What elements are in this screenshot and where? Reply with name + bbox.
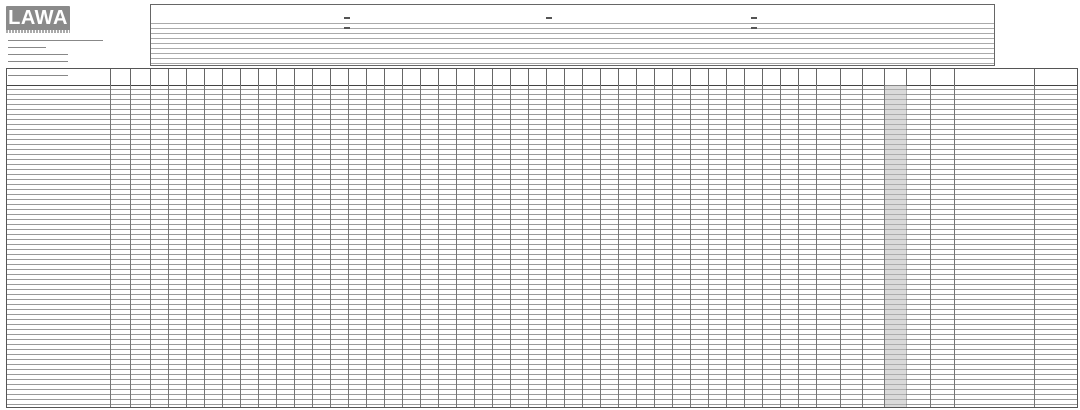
column-cells [841, 85, 863, 407]
top-box-rows [151, 19, 994, 65]
logo-subline [6, 30, 70, 33]
column-header [583, 69, 601, 85]
column-cells [547, 85, 565, 407]
column-header [187, 69, 205, 85]
column-cells [863, 85, 885, 407]
column-header [259, 69, 277, 85]
column-cells [619, 85, 637, 407]
line-item-grid [6, 68, 1078, 408]
column-header [619, 69, 637, 85]
column-cells [955, 85, 1035, 407]
column-header [673, 69, 691, 85]
column-header [817, 69, 841, 85]
column-header [493, 69, 511, 85]
column-header [421, 69, 439, 85]
column-cells [565, 85, 583, 407]
column-header [907, 69, 931, 85]
column-cells [673, 85, 691, 407]
column-cells [187, 85, 205, 407]
column-header [439, 69, 457, 85]
column-cells [205, 85, 223, 407]
column-cells [885, 85, 907, 407]
column-cells [493, 85, 511, 407]
top-summary-box [150, 4, 995, 66]
column-header [241, 69, 259, 85]
column-cells [907, 85, 931, 407]
top-box-row [151, 59, 994, 64]
column-cells [439, 85, 457, 407]
column-header [745, 69, 763, 85]
column-header [313, 69, 331, 85]
column-cells [385, 85, 403, 407]
column-header [691, 69, 709, 85]
top-box-tag [546, 17, 552, 19]
header-line [8, 50, 68, 55]
column-cells [111, 85, 131, 407]
top-box-tag [751, 17, 757, 19]
column-header [205, 69, 223, 85]
column-cells [223, 85, 241, 407]
header-line [8, 57, 68, 62]
column-cells [601, 85, 619, 407]
column-cells [313, 85, 331, 407]
column-header [385, 69, 403, 85]
column-cells [457, 85, 475, 407]
column-cells [817, 85, 841, 407]
column-header [547, 69, 565, 85]
column-header [111, 69, 131, 85]
column-header [223, 69, 241, 85]
column-header [841, 69, 863, 85]
column-header [331, 69, 349, 85]
column-cells [691, 85, 709, 407]
column-cells [583, 85, 601, 407]
column-header [475, 69, 493, 85]
column-header [781, 69, 799, 85]
column-header [601, 69, 619, 85]
column-header [295, 69, 313, 85]
column-header [885, 69, 907, 85]
column-header [763, 69, 781, 85]
column-cells [151, 85, 169, 407]
column-header [349, 69, 367, 85]
column-header [931, 69, 955, 85]
column-header [637, 69, 655, 85]
column-header [7, 69, 111, 85]
column-header [955, 69, 1035, 85]
column-cells [7, 85, 111, 407]
header-line [8, 43, 46, 48]
column-cells [763, 85, 781, 407]
column-cells [727, 85, 745, 407]
column-cells [511, 85, 529, 407]
column-header [403, 69, 421, 85]
column-header [863, 69, 885, 85]
column-cells [169, 85, 187, 407]
column-cells [295, 85, 313, 407]
column-header [529, 69, 547, 85]
column-cells [421, 85, 439, 407]
column-cells [781, 85, 799, 407]
header-line [8, 36, 103, 41]
column-cells [931, 85, 955, 407]
top-box-tag [751, 27, 757, 29]
column-cells [403, 85, 421, 407]
column-header [131, 69, 151, 85]
column-cells [259, 85, 277, 407]
column-cells [367, 85, 385, 407]
column-header [277, 69, 295, 85]
column-header [655, 69, 673, 85]
column-cells [277, 85, 295, 407]
column-cells [349, 85, 367, 407]
column-cells [241, 85, 259, 407]
column-cells [655, 85, 673, 407]
column-cells [637, 85, 655, 407]
logo: LAWA [6, 6, 70, 32]
column-header [565, 69, 583, 85]
column-cells [475, 85, 493, 407]
column-header [799, 69, 817, 85]
column-cells [709, 85, 727, 407]
column-header [727, 69, 745, 85]
top-box-tag [344, 17, 350, 19]
column-header [367, 69, 385, 85]
column-cells [529, 85, 547, 407]
column-header [151, 69, 169, 85]
column-cells [331, 85, 349, 407]
column-header [511, 69, 529, 85]
column-cells [745, 85, 763, 407]
column-header [709, 69, 727, 85]
column-cells [131, 85, 151, 407]
column-cells [799, 85, 817, 407]
column-header [457, 69, 475, 85]
top-box-tag [344, 27, 350, 29]
column-header [169, 69, 187, 85]
